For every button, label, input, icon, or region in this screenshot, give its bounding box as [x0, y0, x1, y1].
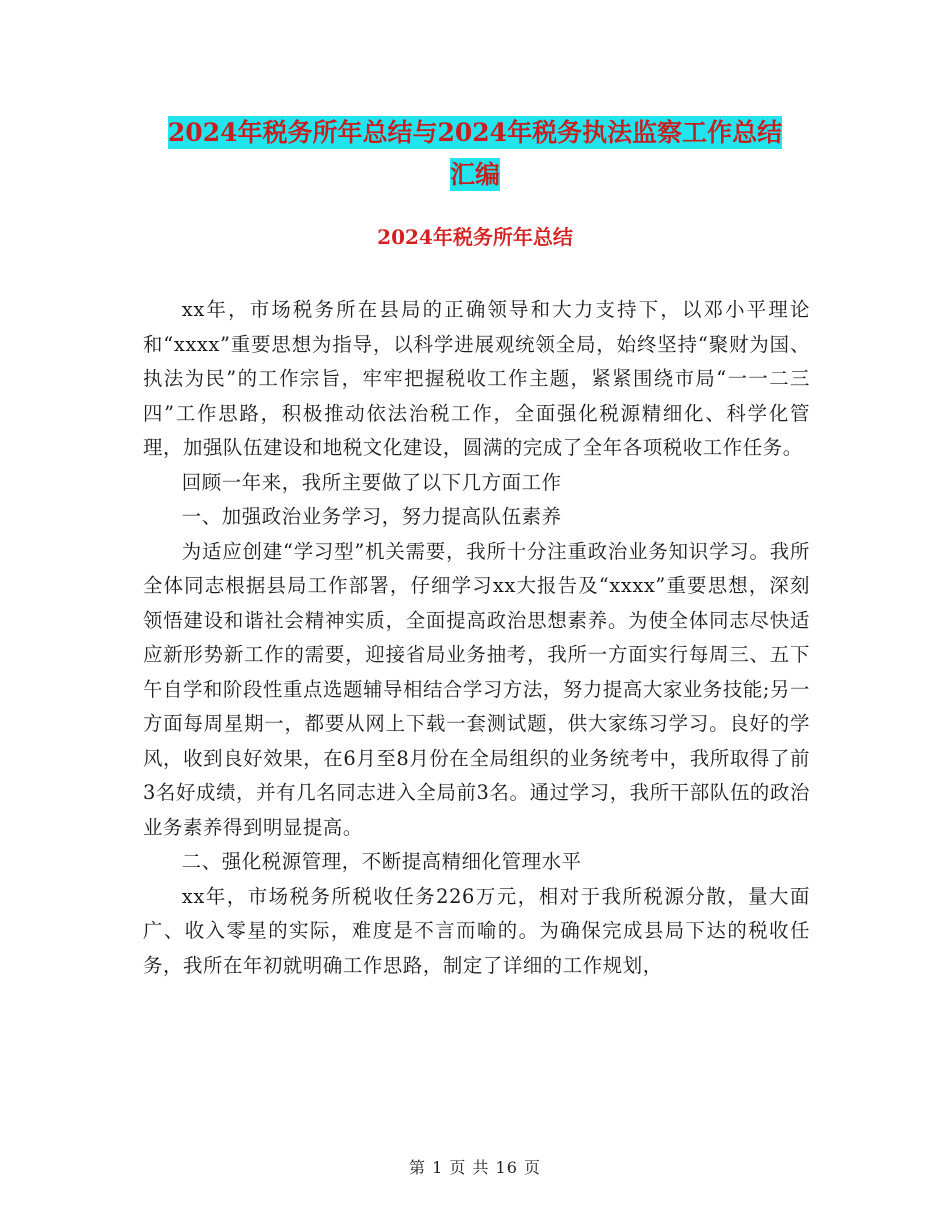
paragraph-intro: xx年，市场税务所在县局的正确领导和大力支持下，以邓小平理论和“xxxx”重要思想为指导，以科学进展观统领全局，始终坚持“聚财为国、执法为民”的工作宗旨，牢牢把握税收工作主题，紧紧围绕市局“一一二三四”工作思路，积极推动依法治税工作，全面强化税源精细化、科学化管理，加强队伍建设和地税文化建设，圆满的完成了全年各项税收工作任务。	[143, 298, 810, 459]
heading-section-1: 一、加强政治业务学习，努力提高队伍素养	[181, 505, 562, 528]
paragraph-study: 为适应创建“学习型”机关需要，我所十分注重政治业务知识学习。我所全体同志根据县局工作部署，仔细学习xx大报告及“xxxx”重要思想，深刻领悟建设和谐社会精神实质，全面提高政治思想素养。为使全体同志尽快适应新形势新工作的需要，迎接省局业务抽考，我所一方面实行每周三、五下午自学和阶段性重点选题辅导相结合学习方法，努力提高大家业务技能;另一方面每周星期一，都要从网上下载一套测试题，供大家练习学习。良好的学风，收到良好效果，在6月至8月份在全局组织的业务统考中，我所取得了前3名好成绩，并有几名同志进入全局前3名。通过学习，我所干部队伍的政治业务素养得到明显提高。	[143, 539, 810, 839]
page-footer: 第 1 页 共 16 页	[409, 1158, 541, 1177]
title-line-1: 2024年税务所年总结与2024年税务执法监察工作总结	[167, 118, 783, 147]
document-body	[143, 293, 810, 983]
heading-section-2: 二、强化税源管理，不断提高精细化管理水平	[181, 850, 582, 873]
document-title	[140, 112, 810, 196]
title-line-2: 汇编	[449, 160, 500, 189]
paragraph-review: 回顾一年来，我所主要做了以下几方面工作	[181, 470, 562, 494]
section-title: 2024年税务所年总结	[377, 225, 573, 249]
paragraph-tax-source: xx年，市场税务所税收任务226万元，相对于我所税源分散，量大面广、收入零星的实际，难度是不言而喻的。为确保完成县局下达的税收任务，我所在年初就明确工作思路，制定了详细的工作规划，	[143, 884, 810, 977]
